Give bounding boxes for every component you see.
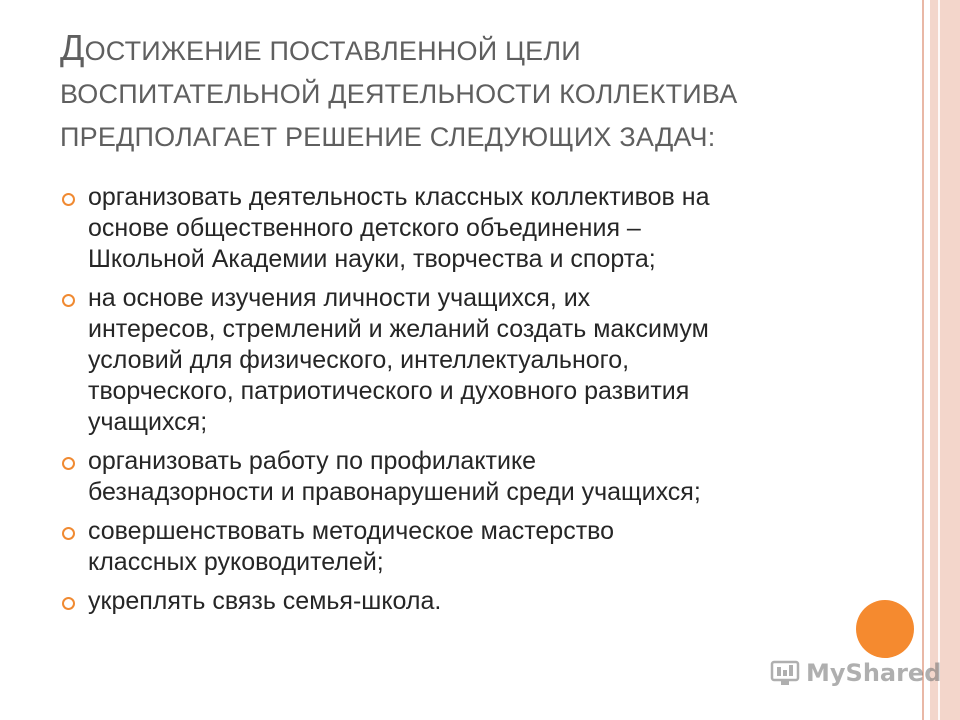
watermark-text: MyShared [806,659,942,687]
myshared-logo-icon [770,659,800,687]
decorative-divider-line [922,0,924,720]
list-item-line: организовать деятельность классных коллективов на [88,183,710,211]
task-list [60,182,820,625]
bullet-ring-icon [62,457,75,470]
list-item [60,586,820,617]
list-item-line: учащихся; [88,408,208,436]
title-line-2: ВОСПИТАТЕЛЬНОЙ ДЕЯТЕЛЬНОСТИ КОЛЛЕКТИВА [60,79,738,109]
list-item [60,182,820,275]
bullet-ring-icon [62,527,75,540]
title-rest: ОСТИЖЕНИЕ ПОСТАВЛЕННОЙ ЦЕЛИ [84,36,581,66]
slide-title [60,26,880,159]
list-item-line: совершенствовать методическое мастерство [88,517,615,545]
bullet-ring-icon [62,597,75,610]
bullet-ring-icon [62,294,75,307]
list-item-line: безнадзорности и правонарушений среди учащихся; [88,478,701,506]
list-item-line: укреплять связь семья-школа. [88,587,442,615]
myshared-watermark[interactable] [770,655,941,691]
orange-circle-decoration [856,600,914,658]
list-item-line: организовать работу по профилактике [88,447,537,475]
list-item [60,516,820,578]
list-item-line: творческого, патриотического и духовного развития [88,377,690,405]
title-initial: Д [60,27,85,68]
list-item [60,446,820,508]
decorative-band-stripe [938,0,940,720]
list-item-line: на основе изучения личности учащихся, их [88,284,591,312]
decorative-side-band [930,0,960,720]
title-line-1 [60,26,880,73]
list-item-line: классных руководителей; [88,548,384,576]
list-item-line: основе общественного детского объединения – [88,214,641,242]
list-item-line: условий для физического, интеллектуального, [88,346,630,374]
list-item [60,283,820,438]
list-item-line: интересов, стремлений и желаний создать максимум [88,315,709,343]
bullet-ring-icon [62,193,75,206]
title-line-3: ПРЕДПОЛАГАЕТ РЕШЕНИЕ СЛЕДУЮЩИХ ЗАДАЧ: [60,122,716,152]
list-item-line: Школьной Академии науки, творчества и спорта; [88,245,656,273]
